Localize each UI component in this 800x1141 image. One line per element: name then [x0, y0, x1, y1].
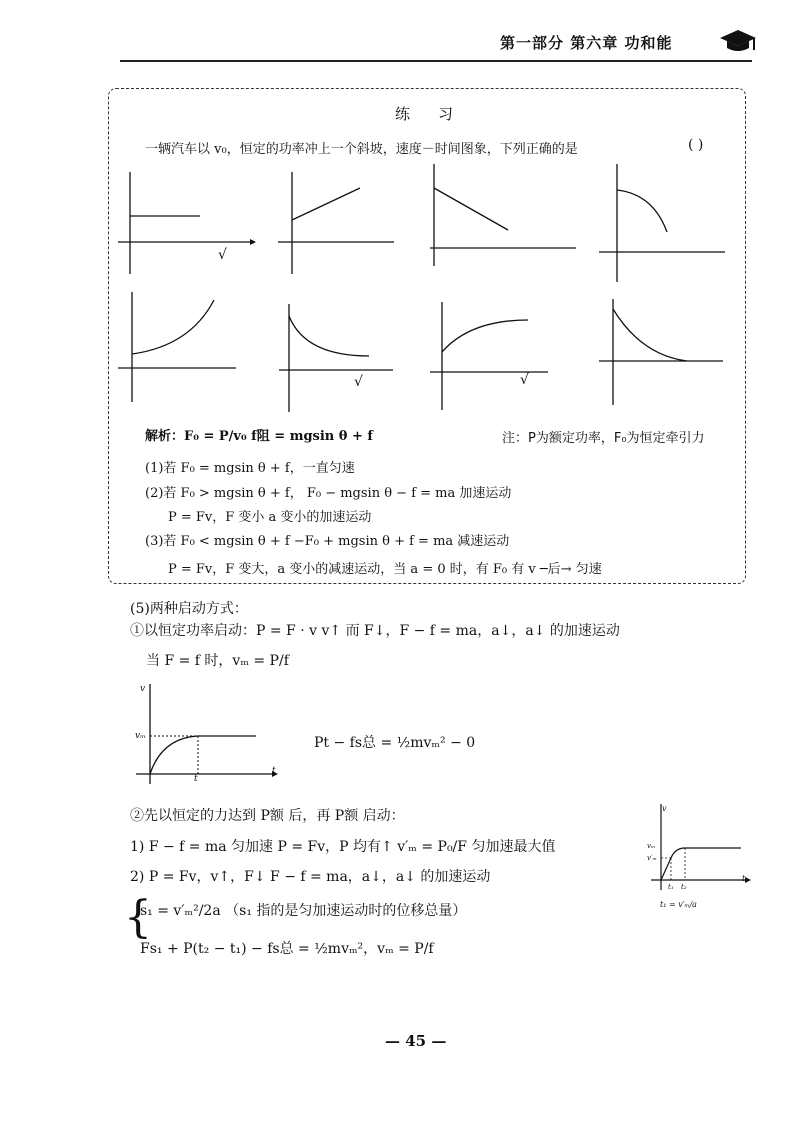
check-mark-7: √ — [520, 372, 529, 388]
option-graph-3 — [420, 160, 580, 270]
option-graph-7 — [430, 300, 555, 412]
page-number: — 45 — — [385, 1032, 447, 1050]
velocity-time-graph-2 — [645, 800, 755, 895]
exercise-title: 练习 — [395, 105, 482, 123]
graph-2-t1-label: t₁ — [668, 883, 674, 891]
equation-2: Fs₁ + P(t₂ − t₁) − fs总 = ½mvₘ²，vₘ = P/f — [140, 941, 434, 957]
case-2-detail: P = Fv，F 变小 a 变小的加速运动 — [168, 510, 372, 525]
equation-1: s₁ = v′ₘ²/2a （s₁ 指的是匀加速运动时的位移总量） — [140, 903, 467, 919]
equation-brace: { — [124, 892, 152, 943]
graph-1-t-axis: t — [272, 766, 276, 776]
mode-2: ②先以恒定的力达到 P额 后，再 P额 启动： — [130, 808, 405, 824]
velocity-time-graph-1 — [132, 678, 282, 790]
answer-paren: ( ) — [688, 137, 704, 153]
header-rule — [120, 60, 752, 62]
graph-2-t-axis: t — [742, 874, 746, 883]
option-graph-8 — [595, 295, 725, 407]
case-1: (1)若 F₀ = mgsin θ + f，一直匀速 — [145, 461, 355, 476]
graph-1-vm-label: vₘ — [135, 731, 146, 741]
option-graph-1 — [118, 168, 258, 278]
graph-1-t-tick: t — [194, 774, 198, 784]
graph-2-vm-label: vₘ — [647, 842, 656, 850]
graduation-cap-icon — [718, 26, 758, 56]
graph-2-t2-label: t₂ — [681, 883, 687, 891]
graph-2-v-label: v — [662, 804, 667, 813]
energy-equation: Pt − fs总 = ½mvₘ² − 0 — [314, 735, 476, 751]
section-5-title: (5)两种启动方式： — [130, 601, 248, 617]
analysis-line: 解析：F₀ = P/v₀ f阻 = mgsin θ + f — [145, 429, 373, 444]
option-graph-5 — [118, 286, 238, 404]
case-2: (2)若 F₀ > mgsin θ + f， F₀ − mgsin θ − f = ma 加速运动 — [145, 486, 512, 501]
option-graph-2 — [278, 168, 398, 278]
case-3: (3)若 F₀ < mgsin θ + f −F₀ + mgsin θ + f = ma 减速运动 — [145, 534, 510, 549]
graph-2-caption: t₁ = v′ₘ/a — [660, 900, 697, 909]
option-graph-4 — [595, 160, 730, 285]
exercise-question: 一辆汽车以 v₀，恒定的功率冲上一个斜坡，速度－时间图象，下列正确的是 — [145, 142, 578, 157]
mode-2-step-2: 2) P = Fv，v↑，F↓ F − f = ma，a↓，a↓ 的加速运动 — [130, 869, 491, 885]
analysis-note: 注：P为额定功率，F₀为恒定牵引力 — [502, 431, 705, 446]
mode-2-step-1: 1) F − f = ma 匀加速 P = Fv，P 均有↑ v′ₘ = P₀/F 匀加速最大值 — [130, 839, 556, 855]
check-mark-1: √ — [218, 247, 227, 263]
case-3-detail: P = Fv，F 变大，a 变小的减速运动，当 a = 0 时，有 F₀ 有 v ─后→ 匀速 — [168, 562, 602, 577]
mode-1-condition: 当 F = f 时，vₘ = P/f — [146, 653, 289, 669]
graph-2-vm2-label: v′ₘ — [647, 854, 657, 862]
option-graph-6 — [275, 302, 395, 414]
check-mark-6: √ — [354, 374, 363, 390]
mode-1: ①以恒定功率启动：P = F · v v↑ 而 F↓，F − f = ma，a↓，a↓ 的加速运动 — [130, 623, 620, 639]
graph-1-v-label: v — [140, 684, 146, 694]
page-header-title: 第一部分 第六章 功和能 — [500, 34, 673, 52]
